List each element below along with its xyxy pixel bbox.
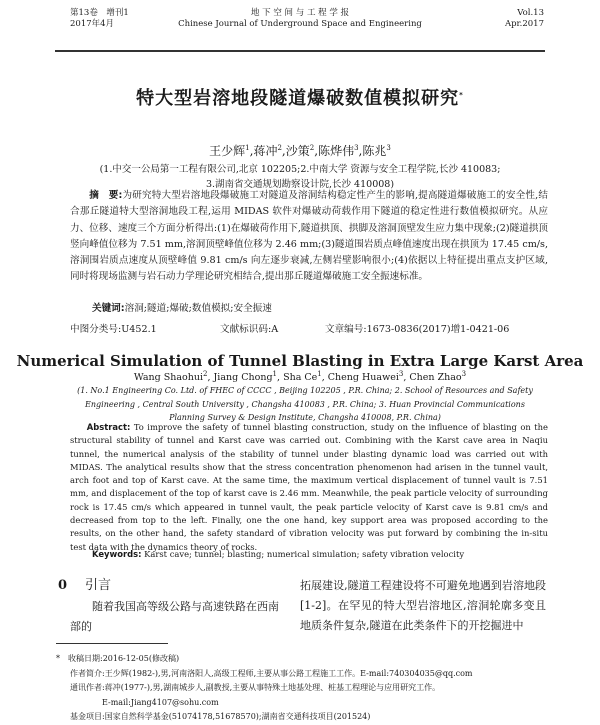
keywords-text: Karst cave; tunnel; blasting; numerical simulation; safety vibration velocity bbox=[144, 549, 465, 559]
affiliation-line: 3.湖南省交通规划勘察设计院,长沙 410008) bbox=[205, 179, 395, 190]
author-affiliation-mark: 2 bbox=[309, 144, 315, 152]
paper-title-cn bbox=[0, 84, 600, 110]
abstract-text: To improve the safety of tunnel blasting construction, study on the influence of blasting on the structural stability of tunnel and Karst cave was carried out. Combining with the Karst cave area in Naqiu tunnel, the numerical analysis of the stability of tunnel under blasting dynamic load was carried out with MIDAS. The analytical results show that the stress concentration phenomenon had arisen in the tunnel vault, arch foot and top of Karst cave. At the same time, the maximum vertical displacement of tunnel vault is 7.51 mm, and displacement of the top of karst cave is 2.46 mm. Meanwhile, the peak particle velocity of surrounding rock is 17.45 cm/s which appeared in tunnel vault, the peak particle velocity of Karst cave is 9.81 cm/s and decreased from top to the left. Finally, one the one hand, key support area was proposed according to the results, on the other hand, the safety standard of vibration velocity was put forward by combining the in-situ test data with the dynamics theory of rocks. bbox=[70, 422, 548, 552]
abstract-label: Abstract: bbox=[86, 422, 131, 432]
paper-title-en: Numerical Simulation of Tunnel Blasting in Extra Large Karst Area bbox=[16, 352, 584, 370]
date-en: Apr.2017 bbox=[504, 19, 544, 29]
section-title: 引言 bbox=[85, 578, 112, 593]
classification-line bbox=[70, 321, 550, 335]
author-affiliation-mark: 1 bbox=[272, 370, 278, 378]
affiliation-line: (1.中交一公局第一工程有限公司,北京 102205;2.中南大学 资源与安全工程学院,长沙 410083; bbox=[99, 164, 501, 175]
authors-en: Wang Shaohui$^2$, Jiang Chong$^1$, Sha Ce$^1$, Cheng Huawei$^3$, Chen Zhao$^3$ bbox=[133, 370, 467, 384]
section-number: 0 bbox=[58, 578, 68, 593]
author-affiliation-mark: 1 bbox=[245, 144, 250, 152]
author-name: Cheng Huawei bbox=[327, 372, 399, 384]
author-name: Chen Zhao bbox=[409, 372, 462, 384]
date-cn: 2017年4月 bbox=[70, 19, 115, 29]
volume-cn: 第13卷 增刊1 bbox=[70, 8, 129, 18]
keywords-label: 关键词: bbox=[92, 303, 125, 314]
authors-cn: 王少辉$^1$,蒋冲$^2$,沙策$^2$,陈烨伟$^3$,陈兆$^3$ bbox=[209, 144, 391, 158]
body-column-right: 拓展建设,隧道工程建设将不可避免地遇到岩溶地段[1-2]。在罕见的特大型岩溶地区,溶洞轮廓多变且地质条件复杂,隧道在此类条件下的开挖掘进中 bbox=[300, 579, 546, 632]
keywords-cn bbox=[92, 300, 272, 314]
volume-en: Vol.13 bbox=[517, 8, 544, 18]
footnote-mark: * bbox=[56, 654, 60, 663]
title-text: 特大型岩溶地段隧道爆破数值模拟研究 bbox=[136, 88, 460, 109]
author-affiliation-mark: 2 bbox=[277, 144, 282, 152]
author-name: 蒋冲 bbox=[253, 144, 278, 158]
author-name: Jiang Chong bbox=[213, 372, 273, 384]
author-affiliation-mark: 2 bbox=[202, 370, 208, 378]
footnotes bbox=[56, 652, 550, 725]
header-rule bbox=[55, 50, 545, 52]
document-code: 文献标识码:A bbox=[220, 324, 279, 335]
corresponding-author: 通讯作者:蒋冲(1977-),男,湖南城步人,副教授,主要从事特殊土地基处理、桩基工程理论与应用研究工作。 bbox=[70, 683, 441, 693]
abstract-en bbox=[70, 421, 548, 554]
author-name: Sha Ce bbox=[283, 372, 318, 384]
header-volume bbox=[70, 8, 129, 30]
article-number: 文章编号:1673-0836(2017)增1-0421-06 bbox=[325, 324, 510, 335]
author-affiliation-mark: 3 bbox=[461, 370, 467, 378]
keywords-text: 溶洞;隧道;爆破;数值模拟;安全振速 bbox=[124, 303, 272, 314]
title-footnote-mark: * bbox=[459, 91, 464, 99]
header-volume-en bbox=[505, 8, 544, 30]
abstract-text: 为研究特大型岩溶地段爆破施工对隧道及溶洞结构稳定性产生的影响,提高隧道爆破施工的安全性,结合那丘隧道特大型溶洞地段工程,运用 MIDAS 软件对爆破动荷载作用下隧道的稳定性进行数值模拟研究。从应力、位移、速度三个方面分析得出:(1)在爆破荷作用下,隧道拱顶、拱脚及溶洞顶壁发生应力集中现象;(2)隧道拱顶竖向峰值位移为 7.51 mm,溶洞顶壁峰值位移为 2.46 mm;(3)隧道围岩质点峰值速度出现在拱顶为 17.45 cm/s,溶洞围岩质点速度从顶壁峰值 9.81 cm/s 向左逐步衰减,左侧岩壁影响很小;(4)依据以上特征提出重点支护区域,同时将现场监测与岩石动力学理论研究相结合,提出那丘隧道爆破施工安全振速标准。 bbox=[70, 190, 549, 283]
author-name: 陈烨伟 bbox=[318, 144, 355, 158]
journal-cn: 地 下 空 间 与 工 程 学 报 bbox=[250, 8, 350, 18]
corresponding-email: E-mail:Jiang4107@sohu.com bbox=[102, 697, 219, 707]
author-bio: 作者简介:王少辉(1982-),男,河南洛阳人,高级工程师,主要从事公路工程施工工作。E-mail:740304035@qq.com bbox=[70, 668, 473, 678]
author-name: Wang Shaohui bbox=[133, 372, 203, 384]
funding: 基金项目:国家自然科学基金(51074178,51678570);湖南省交通科技项目(201524) bbox=[70, 712, 371, 722]
abstract-cn bbox=[70, 188, 548, 286]
author-name: 陈兆 bbox=[362, 144, 387, 158]
author-affiliation-mark: 3 bbox=[398, 370, 404, 378]
section-heading bbox=[58, 574, 111, 593]
author-affiliation-mark: 3 bbox=[386, 144, 391, 152]
affiliations-en: (1. No.1 Engineering Co. Ltd. of FHEC of CCCC , Beijing 102205 , P.R. China; 2. School of Resources and Safety Engineering , Central South University , Changsha 410083 , P.R. China; 3. Huan Provincial Communications Planning Survey & Design Institute, Changsha 410008, P.R. China) bbox=[77, 386, 533, 422]
author-affiliation-mark: 1 bbox=[317, 370, 322, 378]
author-affiliation-mark: 3 bbox=[354, 144, 359, 152]
footnote-rule bbox=[56, 643, 168, 644]
body-column-left: 随着我国高等级公路与高速铁路在西南部的 bbox=[70, 600, 279, 633]
abstract-label: 摘 要: bbox=[89, 190, 123, 201]
header-journal bbox=[150, 8, 450, 30]
received-date: 收稿日期:2016-12-05(修改稿) bbox=[68, 654, 180, 663]
keywords-en bbox=[92, 549, 464, 559]
keywords-label: Keywords: bbox=[92, 549, 142, 559]
clc-number: 中图分类号:U452.1 bbox=[70, 324, 157, 335]
journal-en: Chinese Journal of Underground Space and Engineering bbox=[178, 19, 422, 29]
author-name: 沙策 bbox=[285, 144, 310, 158]
author-name: 王少辉 bbox=[209, 144, 246, 158]
